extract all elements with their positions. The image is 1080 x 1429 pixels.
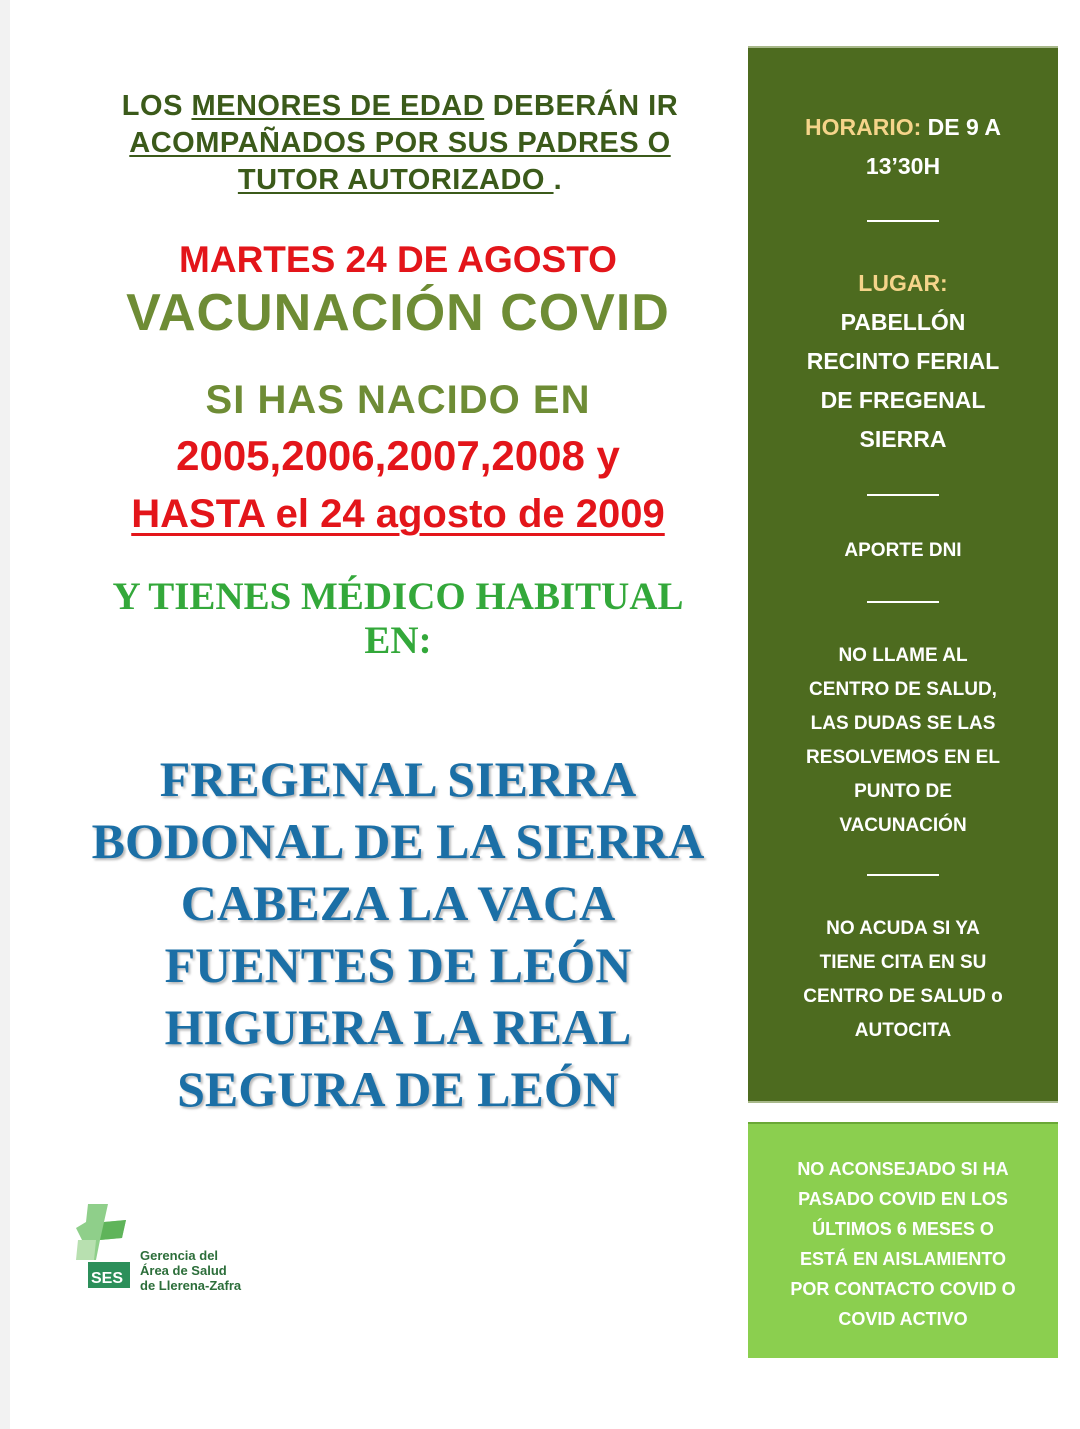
no-call-line: NO LLAME AL (838, 645, 968, 666)
notice-middle: DEBERÁN IR (484, 90, 679, 122)
town-item: FREGENAL SIERRA (159, 751, 637, 807)
town-item: BODONAL DE LA SIERRA (91, 813, 705, 869)
town-item: CABEZA LA VACA (180, 875, 616, 931)
town-item: SEGURA DE LEÓN (177, 1061, 619, 1117)
no-call-line: CENTRO DE SALUD, (809, 679, 997, 700)
divider (867, 494, 939, 496)
notice-underlined-minors: MENORES DE EDAD (191, 90, 485, 122)
divider (867, 220, 939, 222)
guardian-notice (80, 88, 720, 199)
page-edge (0, 0, 10, 1429)
place-line: DE FREGENAL (820, 387, 986, 413)
warning-line: ESTÁ EN AISLAMIENTO (799, 1249, 1006, 1269)
town-list (40, 748, 756, 1120)
logo-line: Gerencia del (140, 1248, 219, 1263)
event-date: MARTES 24 DE AGOSTO (179, 239, 617, 280)
place-line: PABELLÓN (840, 309, 966, 335)
warning-line: COVID ACTIVO (838, 1309, 968, 1329)
no-call-line: RESOLVEMOS EN EL (806, 747, 1000, 768)
doctor-label-line1: Y TIENES MÉDICO HABITUAL (112, 575, 684, 618)
born-years: 2005,2006,2007,2008 y (176, 432, 620, 479)
warning-line: NO ACONSEJADO SI HA (797, 1159, 1009, 1179)
born-until-text: HASTA el 24 agosto de 2009 (131, 492, 665, 536)
no-come-line: AUTOCITA (854, 1020, 952, 1041)
dni-notice: APORTE DNI (844, 540, 962, 561)
born-until (60, 488, 736, 540)
doctor-label (80, 575, 716, 663)
ses-logo (74, 1200, 274, 1292)
info-panel (748, 46, 1058, 1103)
warning-line: POR CONTACTO COVID O (790, 1279, 1016, 1299)
event-title: VACUNACIÓN COVID (126, 284, 670, 342)
town-item: HIGUERA LA REAL (164, 999, 632, 1055)
place (758, 264, 1048, 459)
no-come-line: NO ACUDA SI YA (826, 918, 980, 939)
no-come-line: CENTRO DE SALUD o (803, 986, 1003, 1007)
place-line: RECINTO FERIAL (806, 348, 1000, 374)
place-line: SIERRA (859, 426, 947, 452)
warning-line: ÚLTIMOS 6 MESES O (812, 1219, 994, 1239)
doctor-label-line2: EN: (364, 619, 432, 662)
notice-suffix: . (553, 164, 563, 196)
logo-line: Área de Salud (140, 1263, 227, 1278)
logo-text (140, 1248, 280, 1293)
town-item: FUENTES DE LEÓN (164, 937, 632, 993)
schedule-value: DE 9 A (921, 114, 1001, 140)
notice-prefix: LOS (121, 90, 192, 122)
no-call-line: PUNTO DE (854, 781, 952, 802)
no-call-line: VACUNACIÓN (839, 815, 967, 836)
schedule (758, 108, 1048, 186)
warning-text (754, 1154, 1052, 1334)
warning-line: PASADO COVID EN LOS (798, 1189, 1008, 1209)
schedule-value-2: 13’30H (865, 153, 941, 179)
logo-line: de Llerena-Zafra (140, 1278, 242, 1293)
divider (867, 874, 939, 876)
no-call-line: LAS DUDAS SE LAS (810, 713, 996, 734)
notice-underlined-parents: ACOMPAÑADOS POR SUS PADRES O (129, 127, 671, 159)
no-come-line: TIENE CITA EN SU (819, 952, 987, 973)
no-come-notice (758, 912, 1048, 1048)
divider (867, 601, 939, 603)
born-label: SI HAS NACIDO EN (205, 378, 591, 422)
notice-underlined-tutor: TUTOR AUTORIZADO (237, 164, 554, 196)
logo-acronym: SES (91, 1270, 124, 1287)
schedule-label: HORARIO: (805, 114, 922, 140)
warning-panel (748, 1122, 1058, 1358)
no-call-notice (758, 639, 1048, 843)
place-label: LUGAR: (858, 270, 948, 296)
